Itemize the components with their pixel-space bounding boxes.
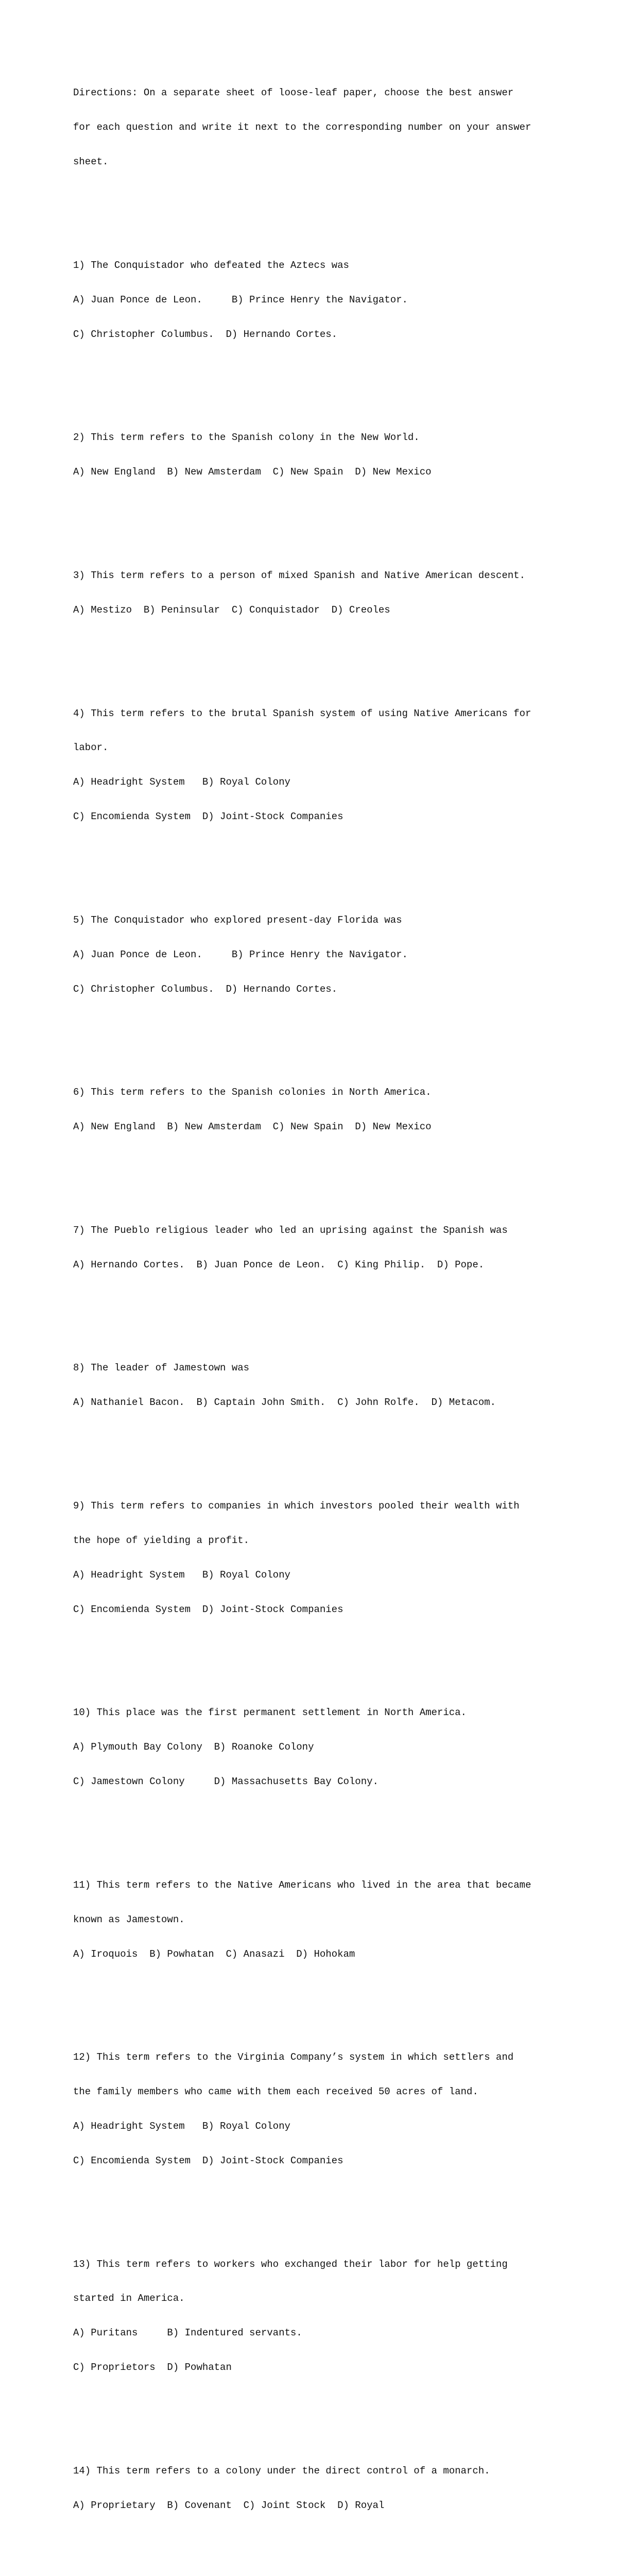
question-text: started in America. (73, 2293, 185, 2304)
answer-choices: A) New England B) New Amsterdam C) New Spain D) New Mexico (73, 1121, 432, 1133)
question-2 (73, 409, 588, 501)
question-7 (73, 1201, 588, 1293)
worksheet-text (73, 30, 588, 2576)
directions-line: for each question and write it next to the corresponding number on your answer (73, 122, 531, 133)
question-4 (73, 685, 588, 845)
question-text: 11) This term refers to the Native Americans who lived in the area that became (73, 1879, 531, 1891)
question-text: the family members who came with them each received 50 acres of land. (73, 2086, 478, 2098)
answer-choices: C) Proprietors D) Powhatan (73, 2362, 232, 2374)
question-text: 4) This term refers to the brutal Spanish system of using Native Americans for (73, 707, 531, 719)
question-text: 9) This term refers to companies in which investors pooled their wealth with (73, 1500, 520, 1512)
answer-choices: A) Headright System B) Royal Colony (73, 2121, 290, 2132)
answer-choices: A) Juan Ponce de Leon. B) Prince Henry the Navigator. (73, 948, 408, 960)
question-14 (73, 2442, 588, 2534)
answer-choices: A) Headright System B) Royal Colony (73, 776, 290, 788)
answer-choices: A) Proprietary B) Covenant C) Joint Stock D) Royal (73, 2499, 385, 2511)
answer-choices: A) New England B) New Amsterdam C) New Spain D) New Mexico (73, 466, 432, 478)
answer-choices: A) Headright System B) Royal Colony (73, 1569, 290, 1581)
question-3 (73, 547, 588, 638)
answer-choices: C) Christopher Columbus. D) Hernando Cortes. (73, 328, 338, 340)
answer-choices: A) Nathaniel Bacon. B) Captain John Smith. C) John Rolfe. D) Metacom. (73, 1397, 496, 1409)
question-6 (73, 1064, 588, 1156)
question-text: 2) This term refers to the Spanish colony in the New World. (73, 432, 420, 444)
question-12 (73, 2029, 588, 2190)
directions-line: Directions: On a separate sheet of loose-leaf paper, choose the best answer (73, 87, 514, 99)
question-text: 3) This term refers to a person of mixed Spanish and Native American descent. (73, 569, 525, 581)
directions-line: sheet. (73, 156, 109, 168)
question-9 (73, 1477, 588, 1638)
question-text: 5) The Conquistador who explored present-day Florida was (73, 914, 402, 926)
question-text: 1) The Conquistador who defeated the Aztecs was (73, 259, 349, 271)
question-text: 14) This term refers to a colony under the direct control of a monarch. (73, 2465, 490, 2477)
question-text: labor. (73, 742, 109, 754)
answer-choices: C) Encomienda System D) Joint-Stock Companies (73, 811, 344, 823)
answer-choices: A) Hernando Cortes. B) Juan Ponce de Leon. C) King Philip. D) Pope. (73, 1259, 485, 1270)
question-text: 8) The leader of Jamestown was (73, 1362, 250, 1374)
directions (73, 64, 588, 191)
question-text: the hope of yielding a profit. (73, 1534, 250, 1546)
answer-choices: A) Puritans B) Indentured servants. (73, 2327, 302, 2339)
answer-choices: A) Juan Ponce de Leon. B) Prince Henry the Navigator. (73, 294, 408, 306)
question-11 (73, 1856, 588, 1982)
question-1 (73, 236, 588, 363)
answer-choices: C) Encomienda System D) Joint-Stock Companies (73, 2155, 344, 2166)
answer-choices: A) Mestizo B) Peninsular C) Conquistador D) Creoles (73, 604, 390, 616)
question-text: 6) This term refers to the Spanish colonies in North America. (73, 1087, 432, 1098)
question-13 (73, 2235, 588, 2396)
question-text: 7) The Pueblo religious leader who led an uprising against the Spanish was (73, 1224, 508, 1236)
question-5 (73, 891, 588, 1018)
answer-choices: C) Jamestown Colony D) Massachusetts Bay Colony. (73, 1776, 379, 1788)
question-8 (73, 1340, 588, 1431)
question-text: 13) This term refers to workers who exchanged their labor for help getting (73, 2258, 508, 2270)
answer-choices: A) Plymouth Bay Colony B) Roanoke Colony (73, 1741, 314, 1753)
question-10 (73, 1684, 588, 1810)
answer-choices: A) Iroquois B) Powhatan C) Anasazi D) Hohokam (73, 1948, 355, 1960)
question-text: known as Jamestown. (73, 1913, 185, 1925)
answer-choices: C) Christopher Columbus. D) Hernando Cortes. (73, 983, 338, 995)
question-text: 10) This place was the first permanent settlement in North America. (73, 1707, 467, 1719)
question-text: 12) This term refers to the Virginia Company’s system in which settlers and (73, 2052, 514, 2063)
answer-choices: C) Encomienda System D) Joint-Stock Companies (73, 1603, 344, 1615)
